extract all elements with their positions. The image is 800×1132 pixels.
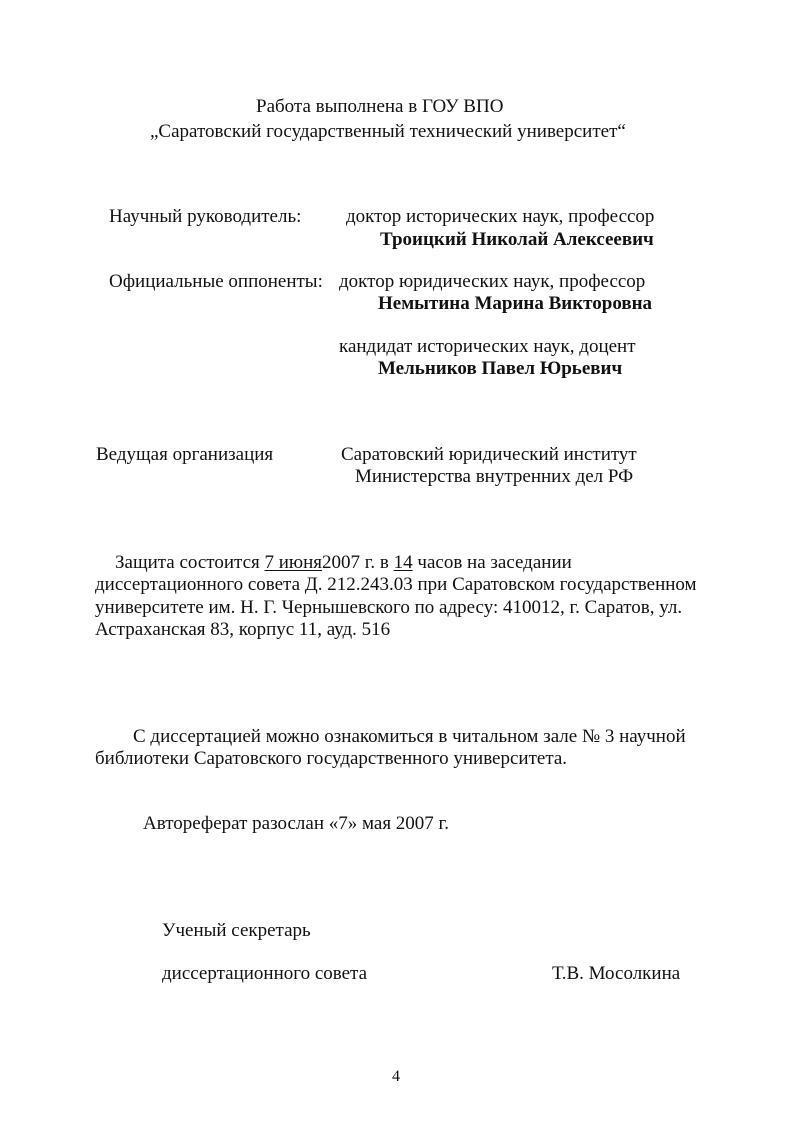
secretary-name: Т.В. Мосолкина: [552, 963, 681, 984]
defense-date: 7 июня: [264, 552, 323, 573]
defense-line-2: [95, 574, 697, 596]
supervisor-label: Научный руководитель:: [109, 206, 302, 227]
secretary-label: Ученый секретарь: [162, 920, 311, 941]
opponents-label: Официальные оппоненты:: [109, 271, 323, 292]
opponent-2-name: Мельников Павел Юрьевич: [378, 358, 623, 379]
org-line-2: „Саратовский государственный технический университет“: [150, 121, 626, 142]
page-number: 4: [392, 1068, 400, 1085]
opponent-1-name: Немытина Марина Викторовна: [378, 293, 653, 314]
defense-text: Защита состоится: [115, 552, 260, 573]
defense-line-4: Астраханская 83, корпус 11, ауд. 516: [95, 619, 391, 640]
library-line-1: С диссертацией можно ознакомиться в читальном зале № 3 научной: [133, 726, 686, 747]
opponent-2-title: кандидат исторических наук, доцент: [339, 336, 636, 357]
defense-text: 2007 г. в: [322, 552, 389, 573]
defense-text: часов на заседании: [417, 552, 572, 573]
defense-line-3: университете им. Н. Г. Чернышевского по адресу: 410012, г. Саратов, ул.: [95, 597, 683, 618]
org-line-1: Работа выполнена в ГОУ ВПО: [256, 96, 504, 117]
council-code: Д. 212.243.03: [304, 574, 413, 595]
defense-text: при Саратовском государственном: [417, 574, 697, 595]
lead-org-line-1: Саратовский юридический институт: [341, 444, 637, 465]
lead-org-line-2: Министерства внутренних дел РФ: [355, 466, 634, 487]
supervisor-name: Троицкий Николай Алексеевич: [380, 229, 654, 250]
supervisor-title: доктор исторических наук, профессор: [346, 206, 655, 227]
opponent-1-title: доктор юридических наук, профессор: [339, 271, 646, 292]
lead-org-label: Ведущая организация: [96, 444, 274, 465]
sent-date: Автореферат разослан «7» мая 2007 г.: [143, 813, 449, 834]
library-line-2: библиотеки Саратовского государственного университета.: [95, 748, 568, 769]
defense-hour: 14: [393, 552, 413, 573]
defense-line-1: [115, 552, 572, 574]
defense-text: диссертационного совета: [95, 574, 301, 595]
council-label: диссертационного совета: [162, 963, 368, 984]
